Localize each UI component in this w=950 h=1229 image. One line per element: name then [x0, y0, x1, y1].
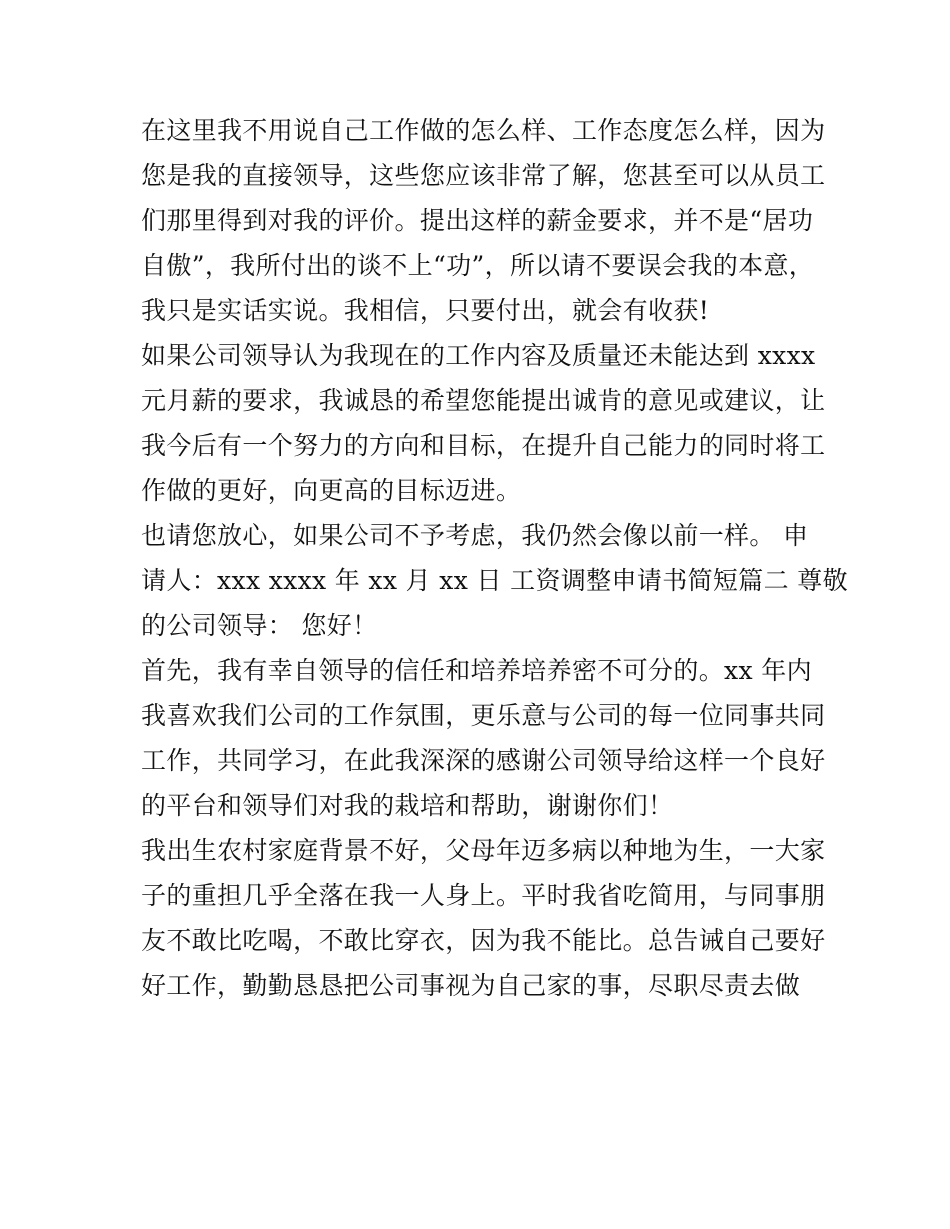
text-line: 也请您放心，如果公司不予考虑，我仍然会像以前一样。 申 [141, 521, 809, 550]
text-line: 我出生农村家庭背景不好，父母年迈多病以种地为生，一大家 [141, 836, 826, 865]
text-line: 我只是实话实说。我相信，只要付出，就会有收获! [141, 296, 710, 325]
text-line: 好工作，勤勤恳恳把公司事视为自己家的事，尽职尽责去做 [141, 971, 801, 1000]
text-line: 的公司领导： 您好！ [141, 611, 378, 640]
text-line: 我喜欢我们公司的工作氛围，更乐意与公司的每一位同事共同 [141, 701, 826, 730]
text-line: 在这里我不用说自己工作做的怎么样、工作态度怎么样，因为 [141, 116, 826, 145]
text-line: 子的重担几乎全落在我一人身上。平时我省吃简用，与同事朋 [141, 881, 826, 910]
text-line: 工作，共同学习，在此我深深的感谢公司领导给这样一个良好 [141, 746, 826, 775]
document-body [141, 108, 848, 1008]
text-line: 的平台和领导们对我的栽培和帮助，谢谢你们！ [141, 791, 674, 820]
text-line: 我今后有一个努力的方向和目标，在提升自己能力的同时将工 [141, 431, 826, 460]
text-line: 首先，我有幸自领导的信任和培养培养密不可分的。xx 年内 [141, 656, 812, 685]
text-line: 作做的更好，向更高的目标迈进。 [141, 476, 522, 505]
text-line: 请人：xxx xxxx 年 xx 月 xx 日 工资调整申请书简短篇二 尊敬 [141, 566, 848, 595]
text-line: 自傲”，我所付出的谈不上“功”，所以请不要误会我的本意， [141, 251, 815, 280]
text-line: 如果公司领导认为我现在的工作内容及质量还未能达到 xxxx [141, 341, 816, 370]
text-line: 们那里得到对我的评价。提出这样的薪金要求，并不是“居功 [141, 206, 814, 235]
text-line: 友不敢比吃喝，不敢比穿衣，因为我不能比。总告诫自己要好 [141, 926, 826, 955]
text-line: 元月薪的要求，我诚恳的希望您能提出诚肯的意见或建议，让 [141, 386, 826, 415]
text-line: 您是我的直接领导，这些您应该非常了解，您甚至可以从员工 [141, 161, 826, 190]
